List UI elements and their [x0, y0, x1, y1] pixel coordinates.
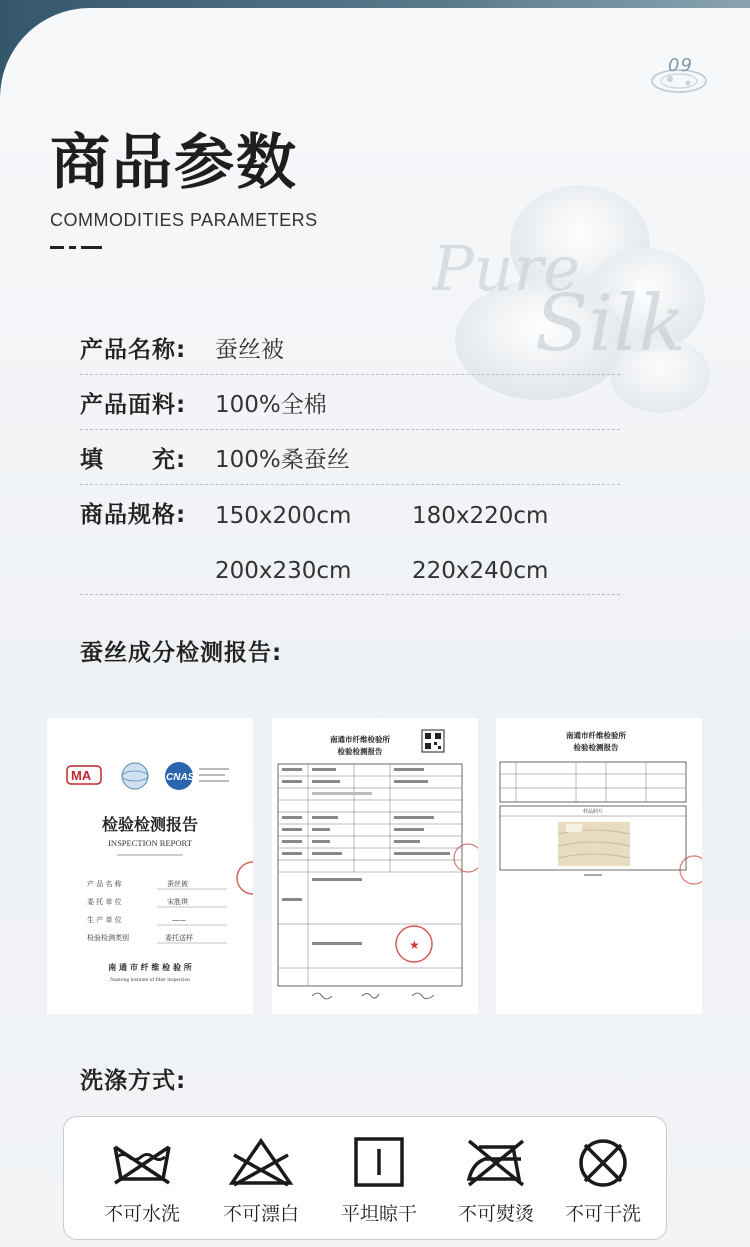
wash-item — [548, 1117, 658, 1239]
no-iron-icon — [463, 1135, 529, 1191]
no-dry-clean-icon — [570, 1135, 636, 1191]
no-bleach-icon — [228, 1135, 294, 1191]
svg-text:宋胜琪: 宋胜琪 — [167, 898, 188, 906]
wash-section-title: 洗涤方式: — [80, 1068, 187, 1094]
param-label: 填 充: — [80, 447, 187, 473]
report-section-title: 蚕丝成分检测报告: — [80, 640, 283, 666]
wash-label: 平坦晾干 — [340, 1203, 417, 1225]
param-row-fabric — [80, 381, 620, 430]
param-value: 200x230cm — [215, 558, 352, 584]
param-row-size-2 — [80, 546, 620, 595]
svg-text:南通市纤维检验所: 南通市纤维检验所 — [330, 735, 390, 744]
param-value: 220x240cm — [412, 558, 549, 584]
cnas-logo: CNAS — [166, 772, 195, 783]
svg-text:检验检测报告: 检验检测报告 — [337, 747, 383, 756]
svg-text:检验检测类别: 检验检测类别 — [87, 934, 129, 942]
param-label: 商品规格: — [80, 502, 187, 528]
svg-text:检验检测报告: 检验检测报告 — [573, 743, 619, 752]
param-value: 100%桑蚕丝 — [215, 447, 350, 473]
svg-text:蚕丝被: 蚕丝被 — [167, 880, 188, 888]
wash-label: 不可干洗 — [564, 1203, 641, 1225]
report-org-en: Nantong institute of fiber inspection — [110, 977, 190, 983]
wash-item — [87, 1117, 197, 1239]
param-value: 150x200cm — [215, 503, 352, 529]
ma-logo: MA — [71, 768, 92, 783]
watermark-silk: Silk — [535, 279, 686, 369]
svg-text:南通市纤维检验所: 南通市纤维检验所 — [566, 731, 626, 740]
report-org: 南 通 市 纤 维 检 验 所 — [108, 963, 192, 972]
page-number: 09 — [668, 55, 693, 76]
page-subtitle: COMMODITIES PARAMETERS — [50, 210, 318, 230]
svg-text:★: ★ — [409, 938, 420, 952]
svg-text:委 托 单 位: 委 托 单 位 — [87, 898, 122, 906]
param-label: 产品面料: — [80, 392, 187, 418]
svg-text:委托送样: 委托送样 — [165, 934, 193, 942]
svg-text:——: —— — [172, 916, 186, 924]
wash-label: 不可漂白 — [222, 1203, 299, 1225]
param-row-filling — [80, 436, 620, 485]
no-wash-icon — [109, 1135, 175, 1191]
param-row-name — [80, 326, 620, 375]
svg-text:样品照片: 样品照片 — [582, 809, 604, 815]
wash-label: 不可水洗 — [103, 1203, 180, 1225]
wash-care-box — [63, 1116, 667, 1240]
report-heading-en: INSPECTION REPORT — [108, 838, 192, 848]
wash-item — [324, 1117, 434, 1239]
wash-item — [441, 1117, 551, 1239]
param-value: 100%全棉 — [215, 392, 327, 418]
flat-dry-icon — [346, 1135, 412, 1191]
param-value: 蚕丝被 — [215, 337, 284, 363]
param-row-size — [80, 491, 620, 539]
param-value: 180x220cm — [412, 503, 549, 529]
report-table-card — [272, 718, 478, 1014]
svg-text:产 品 名 称: 产 品 名 称 — [87, 880, 122, 888]
report-heading: 检验检测报告 — [101, 815, 199, 834]
report-photo-card — [496, 718, 702, 1014]
watermark-pure: Pure — [432, 232, 580, 305]
svg-text:生 产 单 位: 生 产 单 位 — [87, 916, 122, 924]
wash-label: 不可熨烫 — [457, 1203, 534, 1225]
title-divider — [50, 246, 102, 249]
param-label: 产品名称: — [80, 337, 187, 363]
page-title: 商品参数 — [50, 128, 298, 198]
wash-item — [206, 1117, 316, 1239]
report-cover-card — [47, 718, 253, 1014]
